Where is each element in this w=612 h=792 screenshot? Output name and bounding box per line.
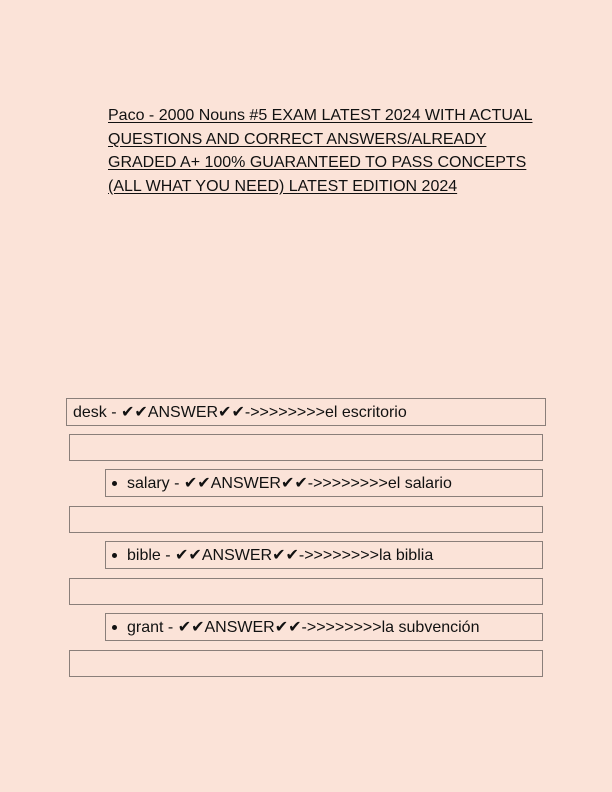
- document-title: Paco - 2000 Nouns #5 EXAM LATEST 2024 WITH ACTUAL QUESTIONS AND CORRECT ANSWERS/ALREADY GRADED A+ 100% GUARANTEED TO PASS CONCEPTS (ALL WHAT YOU NEED) LATEST EDITION 2024: [108, 107, 533, 195]
- entry-salary: [105, 469, 543, 497]
- entry-grant: [105, 613, 543, 641]
- bullet-icon: [112, 625, 117, 630]
- empty-row: [69, 434, 543, 461]
- empty-row: [69, 506, 543, 533]
- entry-bible: [105, 541, 543, 569]
- empty-row: [69, 578, 543, 605]
- bullet-icon: [112, 481, 117, 486]
- entry-text: bible - ✔✔ANSWER✔✔->>>>>>>>la biblia: [127, 547, 434, 564]
- empty-row: [69, 650, 543, 677]
- entry-desk: [66, 398, 546, 426]
- bullet-icon: [112, 553, 117, 558]
- entry-text: desk - ✔✔ANSWER✔✔->>>>>>>>el escritorio: [73, 404, 407, 421]
- entry-text: salary - ✔✔ANSWER✔✔->>>>>>>>el salario: [127, 475, 452, 492]
- entry-text: grant - ✔✔ANSWER✔✔->>>>>>>>la subvención: [127, 619, 480, 636]
